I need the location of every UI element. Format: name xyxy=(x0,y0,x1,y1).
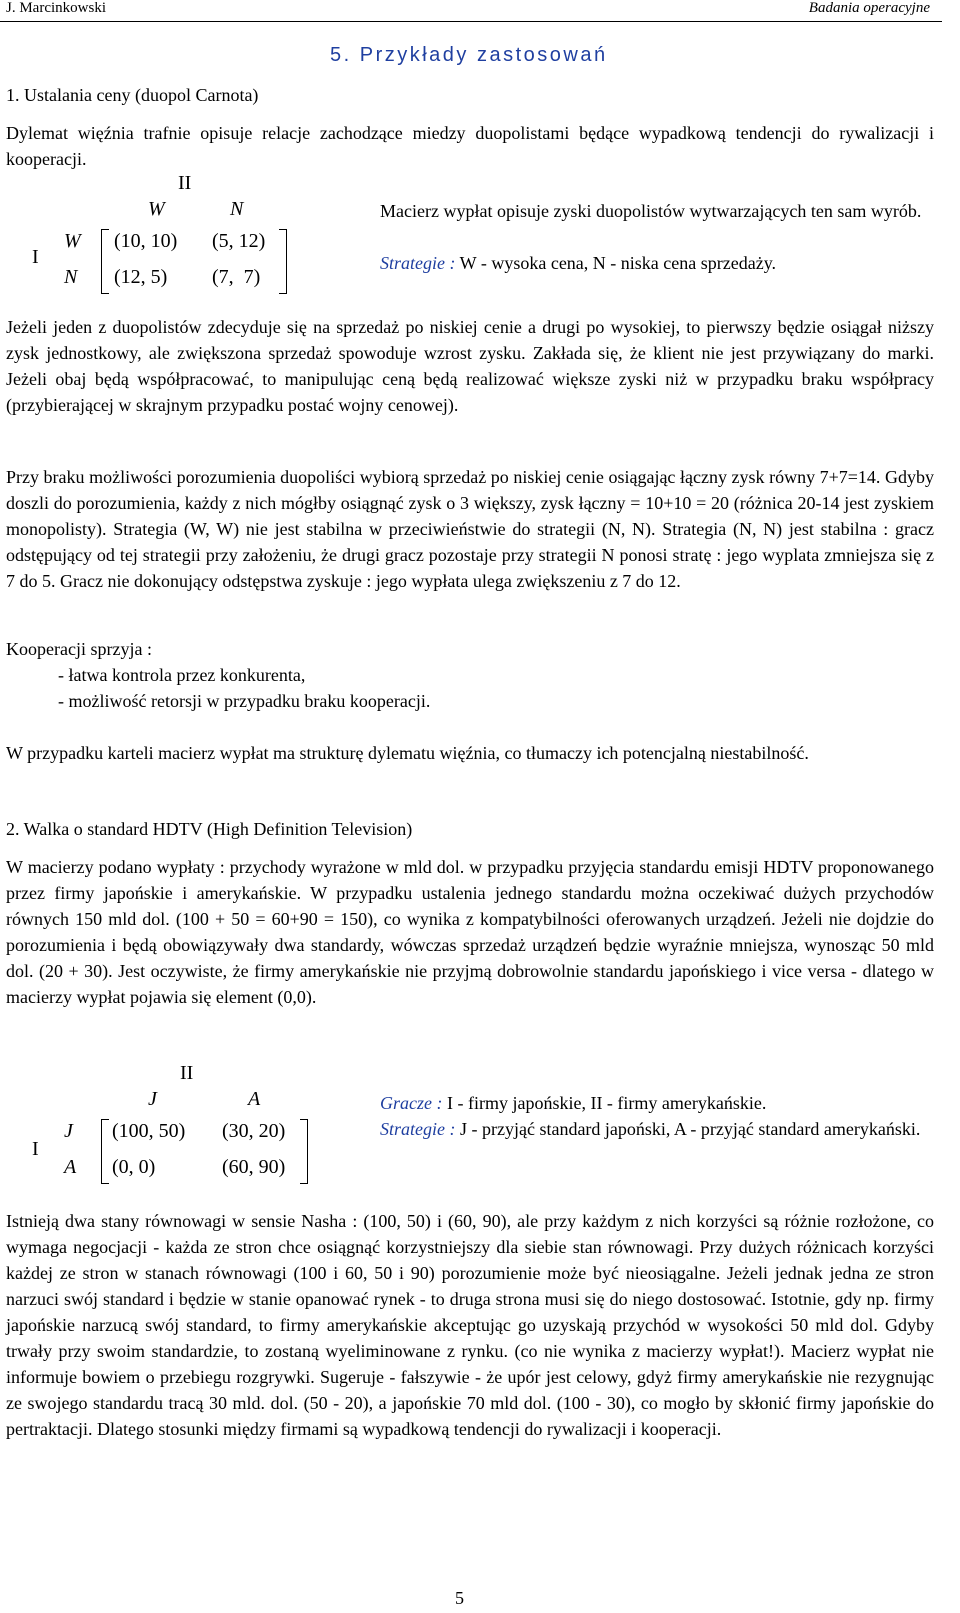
strategies-label: Strategie : xyxy=(380,253,456,273)
matrix2-col-strategy-1: J xyxy=(148,1088,157,1110)
matrix2-left-bracket xyxy=(101,1119,109,1184)
cooperation-item: - łatwa kontrola przez konkurenta, xyxy=(58,665,306,685)
matrix1-cell-12: (5, 12) xyxy=(212,230,266,252)
example1-heading: 1. Ustalania ceny (duopol Carnota) xyxy=(6,85,259,105)
players-label: Gracze : xyxy=(380,1093,443,1113)
matrix1-cell-21: (12, 5) xyxy=(114,266,168,288)
matrix1-col-strategy-2: N xyxy=(230,198,244,220)
matrix2-col-player: II xyxy=(180,1062,194,1084)
matrix1-cell-11: (10, 10) xyxy=(114,230,178,252)
matrix2-cell-22: (60, 90) xyxy=(222,1156,286,1178)
page-number: 5 xyxy=(455,1588,464,1608)
strategies-text: J - przyjąć standard japoński, A - przyjąć standard amerykański. xyxy=(459,1119,921,1139)
matrix1-row-player: I xyxy=(32,246,39,268)
matrix1-col-player: II xyxy=(178,172,192,194)
header-divider xyxy=(0,21,942,22)
matrix2-strategies xyxy=(380,1116,936,1142)
matrix2-cell-11: (100, 50) xyxy=(112,1120,186,1142)
matrix1-strategies xyxy=(380,250,925,276)
section-title: 5. Przykłady zastosowań xyxy=(330,44,608,66)
matrix1-left-bracket xyxy=(101,229,109,294)
matrix2-cell-12: (30, 20) xyxy=(222,1120,286,1142)
matrix2-col-strategy-2: A xyxy=(248,1088,261,1110)
matrix1-col-strategy-1: W xyxy=(148,198,165,220)
matrix1-row-strategy-1: W xyxy=(64,230,81,252)
example1-para2: Przy braku możliwości porozumienia duopoliści wybiorą sprzedaż po niskiej cenie osiągając łączny zysk równy 7+7=14. Gdyby doszli do porozumienia, każdy z nich mógłby osiągnąć zysk o 3 większy, zysk łączny = 10+10 = 20 (różnica 20-14 jest zyskiem monopolisty). Strategia (W, W) nie jest stabilna w przeciwieństwie do strategii (N, N). Strategia (N, N) jest stabilna : gracz odstępujący od tej strategii przy założeniu, że drugi gracz pozostaje przy strategii N ponosi stratę : jego wyplata zmniejsza się z 7 do 5. Gracz nie dokonujący odstępstwa zyskuje : jego wypłata ulega zwiększeniu z 7 do 12. xyxy=(6,467,934,591)
example1-para3: W przypadku karteli macierz wypłat ma strukturę dylematu więźnia, co tłumaczy ich potencjalną niestabilność. xyxy=(6,743,809,763)
matrix1-note: Macierz wypłat opisuje zyski duopolistów wytwarzających ten sam wyrób. xyxy=(380,201,922,221)
strategies-text: W - wysoka cena, N - niska cena sprzedaży. xyxy=(459,253,777,273)
matrix2-row-strategy-1: J xyxy=(64,1120,73,1142)
example2-para1: W macierzy podano wypłaty : przychody wyrażone w mld dol. w przypadku przyjęcia standardu emisji HDTV proponowanego przez firmy japońskie i amerykańskie. W przypadku ustalenia jednego standardu można oczekiwać dużych przychodów równych 150 mld dol. (100 + 50 = 60+90 = 150), co wynika z kompatybilności oferowanych urządzeń. Jeżeli nie dojdzie do porozumienia i będą obowiązywały dwa standardy, wówczas sprzedaż urządzeń będzie wyraźnie mniejsza, wynosząc 50 mld dol. (20 + 30). Jest oczywiste, że firmy amerykańskie nie przyjmą dobrowolnie standardu japońskiego i vice versa - dlatego w macierzy wypłat pojawia się element (0,0). xyxy=(6,857,934,1007)
strategies-label: Strategie : xyxy=(380,1119,456,1139)
matrix1-cell-22: (7, 7) xyxy=(212,266,261,288)
example1-intro: Dylemat więźnia trafnie opisuje relacje zachodzące miedzy duopolistami będące wypadkową tendencji do rywalizacji i kooperacji. xyxy=(6,123,934,169)
matrix2-row-strategy-2: A xyxy=(64,1156,77,1178)
matrix2-players xyxy=(380,1090,940,1116)
cooperation-title: Kooperacji sprzyja : xyxy=(6,639,152,659)
example2-heading: 2. Walka o standard HDTV (High Definition Television) xyxy=(6,819,413,839)
header-course: Badania operacyjne xyxy=(808,0,930,16)
matrix2-row-player: I xyxy=(32,1138,39,1160)
matrix2-cell-21: (0, 0) xyxy=(112,1156,156,1178)
players-text: I - firmy japońskie, II - firmy amerykańskie. xyxy=(446,1093,767,1113)
matrix2-right-bracket xyxy=(300,1119,308,1184)
matrix1-row-strategy-2: N xyxy=(64,266,78,288)
matrix1-right-bracket xyxy=(279,229,287,294)
example2-para2: Istnieją dwa stany równowagi w sensie Nasha : (100, 50) i (60, 90), ale przy każdym z nich korzyści są różnie rozłożone, co wymaga negocjacji - każda ze stron chce osiągnąć korzystniejszy dla siebie stan równowagi. Przy dużych różnicach korzyści każdej ze stron w stanach równowagi (100 i 60, 50 i 90) porozumienie może być nieosiągalne. Jeżeli jednak jedna ze stron narzuci swój standard i będzie w stanie opanować rynek - to druga strona musi się do niego dostosować. Istotnie, gdy np. firmy japońskie narzucą swój standard, to firmy amerykańskie akceptując go uzyskają przychód w wysokości 50 mld dol. Gdyby trwały przy swoim standardzie, to zostaną wyeliminowane z rynku. (co nie wynika z macierzy wypłat!). Macierz wypłat nie informuje bowiem o przebiegu rozgrywki. Sugeruje - fałszywie - że upór jest celowy, gdyż firmy amerykańskie nie rezygnując ze swojego standardu tracą 30 mld. dol. (50 - 20), a japońskie 70 mld dol. (100 - 30), co mogło by skłonić firmy japońskie do pertraktacji. Dlatego stosunki między firmami są wypadkową tendencji do rywalizacji i kooperacji. xyxy=(6,1211,934,1439)
cooperation-item: - możliwość retorsji w przypadku braku kooperacji. xyxy=(58,691,431,711)
header-author: J. Marcinkowski xyxy=(6,0,106,16)
example1-para1: Jeżeli jeden z duopolistów zdecyduje się na sprzedaż po niskiej cenie a drugi po wysokiej, to pierwszy będzie osiągał niższy zysk jednostkowy, ale zwiększona sprzedaż spowoduje wzrost zysku. Zakłada się, że klient nie jest przywiązany do marki. Jeżeli obaj będą współpracować, to manipulując ceną będą realizować większe zyski niż w przypadku braku współpracy (przybierającej w skrajnym przypadku postać wojny cenowej). xyxy=(6,317,934,415)
